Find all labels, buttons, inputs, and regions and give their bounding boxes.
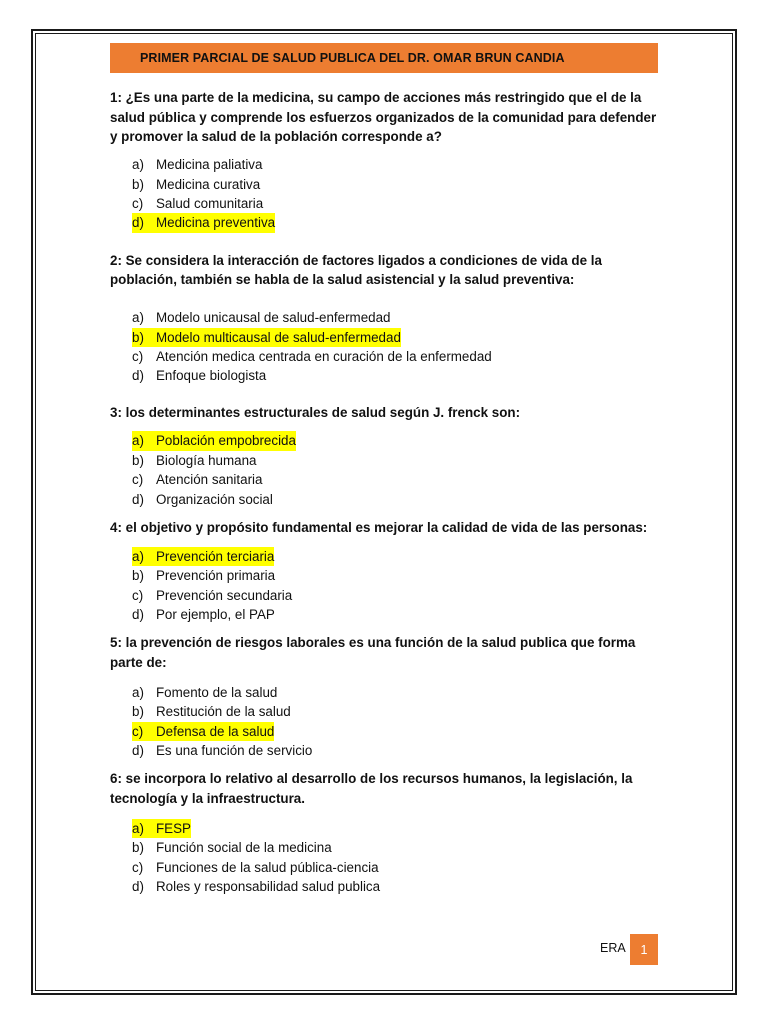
option-item: [132, 683, 660, 702]
option-letter: b): [132, 840, 144, 856]
option-item-answer: [132, 213, 660, 232]
question-text: 4: el objetivo y propósito fundamental es mejorar la calidad de vida de las personas:: [110, 520, 648, 536]
option-item: [132, 194, 660, 213]
option-letter: a): [132, 310, 144, 326]
option-letter: a): [132, 157, 144, 173]
answer-highlight: [132, 328, 401, 347]
option-text: Medicina curativa: [156, 176, 261, 192]
option-text: Modelo multicausal de salud-enfermedad: [156, 329, 401, 345]
answer-highlight: [132, 819, 191, 838]
option-letter: c): [132, 348, 144, 364]
option-list: [110, 308, 660, 386]
option-item: [132, 155, 660, 174]
option-text: Funciones de la salud pública-ciencia: [156, 859, 379, 875]
option-item: [132, 347, 660, 366]
option-text: Población empobrecida: [156, 433, 296, 449]
question-5: [110, 633, 660, 760]
option-letter: d): [132, 215, 144, 231]
option-letter: d): [132, 879, 144, 895]
answer-highlight: [132, 547, 274, 566]
option-item: [132, 308, 660, 327]
option-letter: a): [132, 820, 144, 836]
question-4: [110, 518, 660, 624]
option-text: Medicina paliativa: [156, 157, 263, 173]
option-letter: b): [132, 704, 144, 720]
option-item-answer: [132, 547, 660, 566]
option-letter: d): [132, 743, 144, 759]
option-item-answer: [132, 819, 660, 838]
option-list: [110, 547, 660, 625]
option-list: [110, 431, 660, 509]
option-item: [132, 741, 660, 760]
option-text: Modelo unicausal de salud-enfermedad: [156, 310, 391, 326]
question-text: 6: se incorpora lo relativo al desarrollo de los recursos humanos, la legislación, la tecnología y la infraestructura.: [110, 771, 633, 807]
option-text: Es una función de servicio: [156, 743, 313, 759]
footer-label: ERA: [600, 941, 626, 955]
option-letter: b): [132, 452, 144, 468]
option-item: [132, 566, 660, 585]
option-letter: c): [132, 195, 144, 211]
option-item: [132, 366, 660, 385]
page-number-badge: [630, 934, 658, 965]
option-list: [110, 155, 660, 233]
option-item: [132, 702, 660, 721]
option-text: Roles y responsabilidad salud publica: [156, 879, 381, 895]
option-text: Prevención primaria: [156, 568, 276, 584]
document-title: PRIMER PARCIAL DE SALUD PUBLICA DEL DR. OMAR BRUN CANDIA: [140, 51, 565, 65]
option-item: [132, 858, 660, 877]
option-text: Enfoque biologista: [156, 368, 267, 384]
option-letter: c): [132, 859, 144, 875]
title-banner: [110, 43, 658, 73]
option-letter: d): [132, 491, 144, 507]
answer-highlight: [132, 213, 275, 232]
question-text: 3: los determinantes estructurales de salud según J. frenck son:: [110, 404, 521, 420]
option-letter: b): [132, 568, 144, 584]
option-text: Restitución de la salud: [156, 704, 291, 720]
question-text: 1: ¿Es una parte de la medicina, su campo de acciones más restringido que el de la salud pública y comprende los esfuerzos organizados de la comunidad para defender y promover la salud de la población corresponde a?: [110, 90, 657, 145]
option-item: [132, 175, 660, 194]
exam-content: [110, 88, 660, 896]
option-letter: a): [132, 684, 144, 700]
option-text: Medicina preventiva: [156, 215, 276, 231]
answer-highlight: [132, 722, 274, 741]
page-number: 1: [640, 942, 648, 957]
option-item-answer: [132, 431, 660, 450]
option-letter: b): [132, 329, 144, 345]
option-letter: a): [132, 433, 144, 449]
option-item-answer: [132, 722, 660, 741]
option-letter: a): [132, 548, 144, 564]
option-text: Función social de la medicina: [156, 840, 332, 856]
option-text: Organización social: [156, 491, 273, 507]
option-letter: d): [132, 368, 144, 384]
option-letter: c): [132, 723, 144, 739]
option-text: Fomento de la salud: [156, 684, 278, 700]
option-letter: b): [132, 176, 144, 192]
option-item: [132, 451, 660, 470]
option-item: [132, 586, 660, 605]
question-6: [110, 769, 660, 896]
option-text: Por ejemplo, el PAP: [156, 607, 275, 623]
option-text: Atención sanitaria: [156, 472, 263, 488]
option-item-answer: [132, 328, 660, 347]
option-text: Prevención terciaria: [156, 548, 275, 564]
question-1: [110, 88, 660, 233]
option-text: Prevención secundaria: [156, 587, 293, 603]
option-letter: d): [132, 607, 144, 623]
question-2: [110, 251, 660, 386]
option-list: [110, 819, 660, 897]
question-text: 5: la prevención de riesgos laborales es una función de la salud publica que forma parte de:: [110, 635, 636, 671]
option-text: FESP: [156, 820, 191, 836]
answer-highlight: [132, 431, 296, 450]
option-letter: c): [132, 472, 144, 488]
option-text: Atención medica centrada en curación de la enfermedad: [156, 348, 492, 364]
option-list: [110, 683, 660, 761]
option-text: Defensa de la salud: [156, 723, 275, 739]
option-text: Salud comunitaria: [156, 195, 264, 211]
option-item: [132, 838, 660, 857]
option-item: [132, 877, 660, 896]
option-item: [132, 605, 660, 624]
question-3: [110, 403, 660, 509]
question-text: 2: Se considera la interacción de factores ligados a condiciones de vida de la población, también se habla de la salud asistencial y la salud preventiva:: [110, 252, 602, 288]
option-letter: c): [132, 587, 144, 603]
option-text: Biología humana: [156, 452, 257, 468]
option-item: [132, 490, 660, 509]
option-item: [132, 470, 660, 489]
